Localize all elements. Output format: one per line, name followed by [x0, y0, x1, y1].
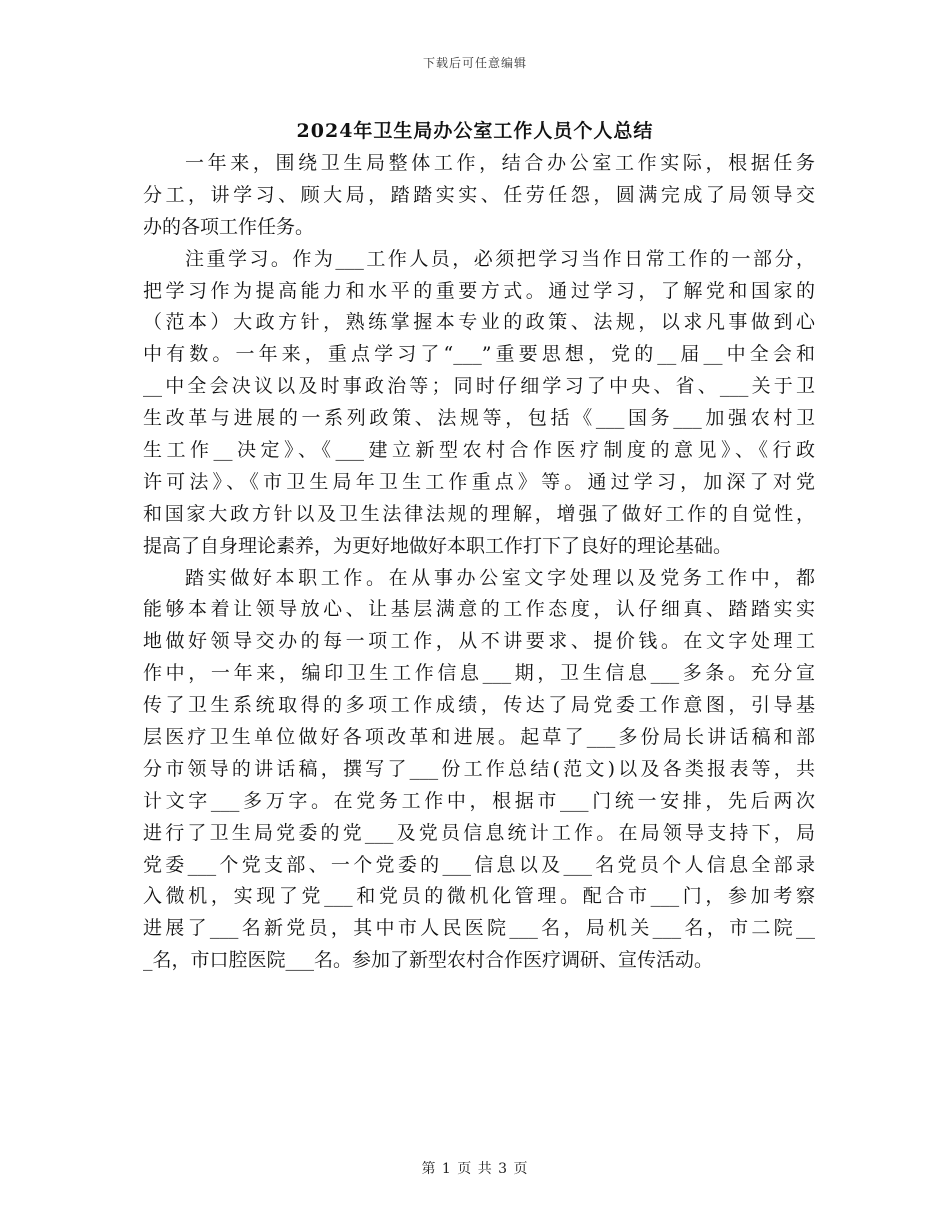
body-line: 分工，讲学习、顾大局，踏踏实实、任劳任怨，圆满完成了局领导交: [143, 183, 815, 206]
page-number-footer: 第 1 页 共 3 页: [421, 1161, 529, 1177]
body-line: 进行了卫生局党委的党___及党员信息统计工作。在局领导支持下，局: [143, 821, 815, 844]
body-line: 入微机，实现了党___和党员的微机化管理。配合市___门，参加考察: [143, 885, 815, 908]
body-line: 传了卫生系统取得的多项工作成绩，传达了局党委工作意图，引导基: [143, 694, 815, 717]
document-body: [143, 148, 815, 977]
body-line: 把学习作为提高能力和水平的重要方式。通过学习，了解党和国家的: [143, 279, 815, 302]
body-line: 进展了___名新党员，其中市人民医院___名，局机关___名，市二院__: [143, 917, 815, 940]
document-title: 2024年卫生局办公室工作人员个人总结: [296, 120, 654, 142]
body-line: 中有数。一年来，重点学习了“___”重要思想，党的__届__中全会和: [143, 343, 815, 366]
body-line: （范本）大政方针，熟练掌握本专业的政策、法规，以求凡事做到心: [143, 311, 815, 334]
body-line: 层医疗卫生单位做好各项改革和进展。起草了___多份局长讲话稿和部: [143, 726, 815, 749]
body-line: 踏实做好本职工作。在从事办公室文字处理以及党务工作中，都: [185, 566, 815, 589]
body-line: 作中，一年来，编印卫生工作信息___期，卫生信息___多条。充分宣: [143, 662, 815, 685]
body-line: 生改革与进展的一系列政策、法规等，包括《___国务___加强农村卫: [143, 407, 815, 430]
body-line: 生工作__决定》、《___建立新型农村合作医疗制度的意见》、《行政: [143, 439, 815, 462]
body-line: 计文字___多万字。在党务工作中，根据市___门统一安排，先后两次: [143, 789, 815, 812]
body-line: 办的各项工作任务。: [143, 215, 315, 238]
body-line: _名，市口腔医院___名。参加了新型农村合作医疗调研、宣传活动。: [143, 949, 714, 972]
body-line: 一年来，围绕卫生局整体工作，结合办公室工作实际，根据任务: [185, 152, 815, 174]
body-line: 能够本着让领导放心、让基层满意的工作态度，认仔细真、踏踏实实: [143, 598, 815, 621]
body-line: 和国家大政方针以及卫生法律法规的理解，增强了做好工作的自觉性，: [143, 502, 815, 525]
body-line: __中全会决议以及时事政治等；同时仔细学习了中央、省、___关于卫: [143, 375, 815, 398]
body-line: 注重学习。作为___工作人员，必须把学习当作日常工作的一部分，: [185, 247, 815, 270]
body-line: 许可法》、《市卫生局年卫生工作重点》等。通过学习，加深了对党: [143, 470, 815, 493]
body-line: 地做好领导交办的每一项工作，从不讲要求、提价钱。在文字处理工: [143, 630, 815, 653]
header-note: 下载后可任意编辑: [422, 56, 527, 70]
body-line: 提高了自身理论素养，为更好地做好本职工作打下了良好的理论基础。: [143, 534, 733, 557]
body-line: 分市领导的讲话稿，撰写了___份工作总结(范文)以及各类报表等，共: [143, 757, 815, 780]
body-line: 党委___个党支部、一个党委的___信息以及___名党员个人信息全部录: [143, 853, 815, 876]
